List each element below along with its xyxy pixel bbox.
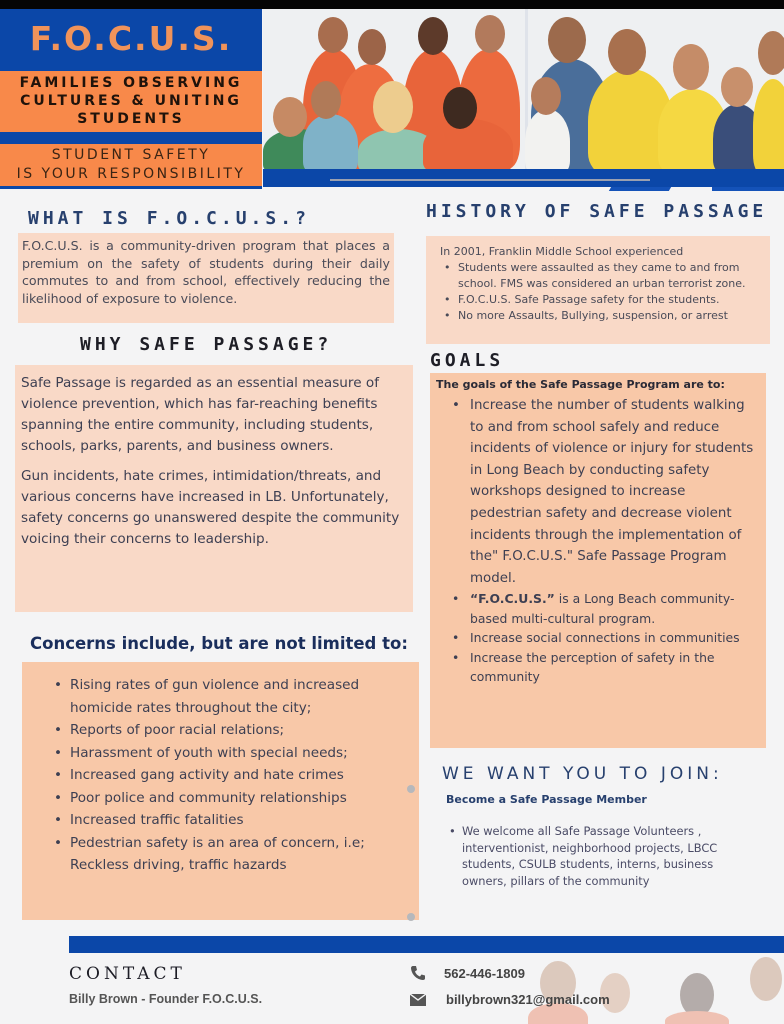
concern-item: • Pedestrian safety is an area of concern, i.e; Reckless driving, traffic hazards — [70, 832, 419, 877]
contact-name: Billy Brown - Founder F.O.C.U.S. — [69, 992, 263, 1006]
banner-photo — [263, 9, 784, 169]
goal-item: • Increase social connections in communities — [470, 628, 760, 648]
person-head — [548, 17, 586, 63]
person-head — [418, 17, 448, 55]
logo-subtitle — [0, 71, 262, 132]
history-item: • No more Assaults, Bullying, suspension, or arrest — [452, 308, 760, 324]
what-is-body: F.O.C.U.S. is a community-driven program that places a premium on the safety of students during their daily commutes to and from school, effectively reducing the likelihood of exposure to violence. — [22, 238, 390, 306]
goal-item: • Increase the perception of safety in the community — [470, 648, 760, 687]
person-head — [373, 81, 413, 133]
banner-accent-line — [330, 179, 650, 181]
concerns-list — [70, 674, 419, 877]
person-head — [721, 67, 753, 107]
what-is-box — [18, 233, 394, 323]
contact-phone[interactable]: 562-446-1809 — [444, 966, 525, 981]
goals-heading: GOALS — [430, 350, 505, 371]
person-head — [318, 17, 348, 53]
person-head — [758, 31, 784, 75]
join-heading: WE WANT YOU TO JOIN: — [442, 764, 723, 784]
why-paragraph: Gun incidents, hate crimes, intimidation/threats, and various concerns have increased in LB. Unfortunately, safety concerns go unanswered despite the community voicing their concerns to leadership. — [21, 468, 400, 547]
history-heading: HISTORY OF SAFE PASSAGE — [426, 201, 768, 222]
banner-accent-slant — [609, 187, 671, 191]
logo-block — [0, 9, 262, 189]
what-is-heading: WHAT IS F.O.C.U.S.? — [28, 208, 310, 229]
logo-subtitle-line: CULTURES & UNITING — [20, 93, 242, 109]
history-item: • F.O.C.U.S. Safe Passage safety for the students. — [452, 292, 760, 308]
history-intro: In 2001, Franklin Middle School experienced — [440, 245, 684, 258]
person-head — [273, 97, 307, 137]
person-head — [531, 77, 561, 115]
join-subheading: Become a Safe Passage Member — [446, 793, 647, 806]
concern-item: • Harassment of youth with special needs; — [70, 742, 419, 765]
why-box — [15, 365, 413, 612]
footer-blue-bar — [69, 936, 784, 953]
why-paragraph: Safe Passage is regarded as an essential measure of violence prevention, which has far-reaching benefits spanning the entire community, including students, schools, parks, parents, and business owners. — [21, 375, 379, 454]
join-list — [448, 823, 748, 889]
concern-item: • Rising rates of gun violence and increased homicide rates throughout the city; — [70, 674, 419, 719]
goal-item — [470, 589, 760, 628]
tagline-line: IS YOUR RESPONSIBILITY — [16, 166, 246, 182]
person-head — [443, 87, 477, 129]
why-heading: WHY SAFE PASSAGE? — [80, 334, 333, 355]
top-black-bar — [0, 0, 784, 9]
tagline-line: STUDENT SAFETY — [51, 147, 211, 163]
goals-box — [430, 373, 766, 748]
history-item: • Students were assaulted as they came to and from school. FMS was considered an urban terrorist zone. — [452, 260, 760, 292]
person-figure — [303, 114, 358, 169]
history-box — [426, 236, 770, 344]
history-list — [440, 260, 760, 324]
contact-email[interactable]: billybrown321@gmail.com — [446, 992, 610, 1007]
banner-accent-slant — [712, 187, 784, 191]
join-item: • We welcome all Safe Passage Volunteers , interventionist, neighborhood projects, LBCC students, CSULB students, interns, business owners, pillars of the community — [462, 823, 748, 889]
person-head — [608, 29, 646, 75]
concerns-heading: Concerns include, but are not limited to: — [30, 634, 408, 653]
concern-item: • Reports of poor racial relations; — [70, 719, 419, 742]
resize-handle[interactable] — [407, 785, 415, 793]
concerns-box — [22, 662, 419, 920]
phone-icon — [410, 965, 426, 981]
person-figure — [753, 79, 784, 169]
banner-blue-bar — [263, 169, 784, 187]
mail-icon — [410, 994, 426, 1006]
concern-item: • Increased gang activity and hate crimes — [70, 764, 419, 787]
person-head — [311, 81, 341, 119]
logo-subtitle-line: STUDENTS — [77, 111, 185, 127]
concern-item: • Increased traffic fatalities — [70, 809, 419, 832]
concern-item: • Poor police and community relationships — [70, 787, 419, 810]
person-head — [750, 957, 782, 1001]
focus-bold: “F.O.C.U.S.” — [470, 591, 555, 607]
resize-handle[interactable] — [407, 913, 415, 921]
tagline — [0, 144, 262, 186]
person-head — [475, 15, 505, 53]
person-head — [673, 44, 709, 90]
logo-title: F.O.C.U.S. — [29, 19, 233, 58]
person-head — [358, 29, 386, 65]
footer-background-photo — [500, 953, 784, 1024]
goals-intro: The goals of the Safe Passage Program are to: — [436, 378, 725, 391]
person-figure — [665, 1011, 729, 1024]
logo-subtitle-line: FAMILIES OBSERVING — [19, 75, 243, 91]
goals-list — [436, 395, 760, 687]
goal-item: • Increase the number of students walking to and from school safely and reduce incidents of violence or injury for students in Long Beach by conducting safety workshops designed to increase pedestrian safety and decrease violent incidents through the implementation of the" F.O.C.U.S." Safe Passage Program model. — [470, 395, 760, 589]
person-figure — [525, 109, 570, 169]
goal-item-text: is a Long Beach community-based multi-cultural program. — [470, 591, 735, 626]
contact-heading: CONTACT — [69, 964, 186, 984]
